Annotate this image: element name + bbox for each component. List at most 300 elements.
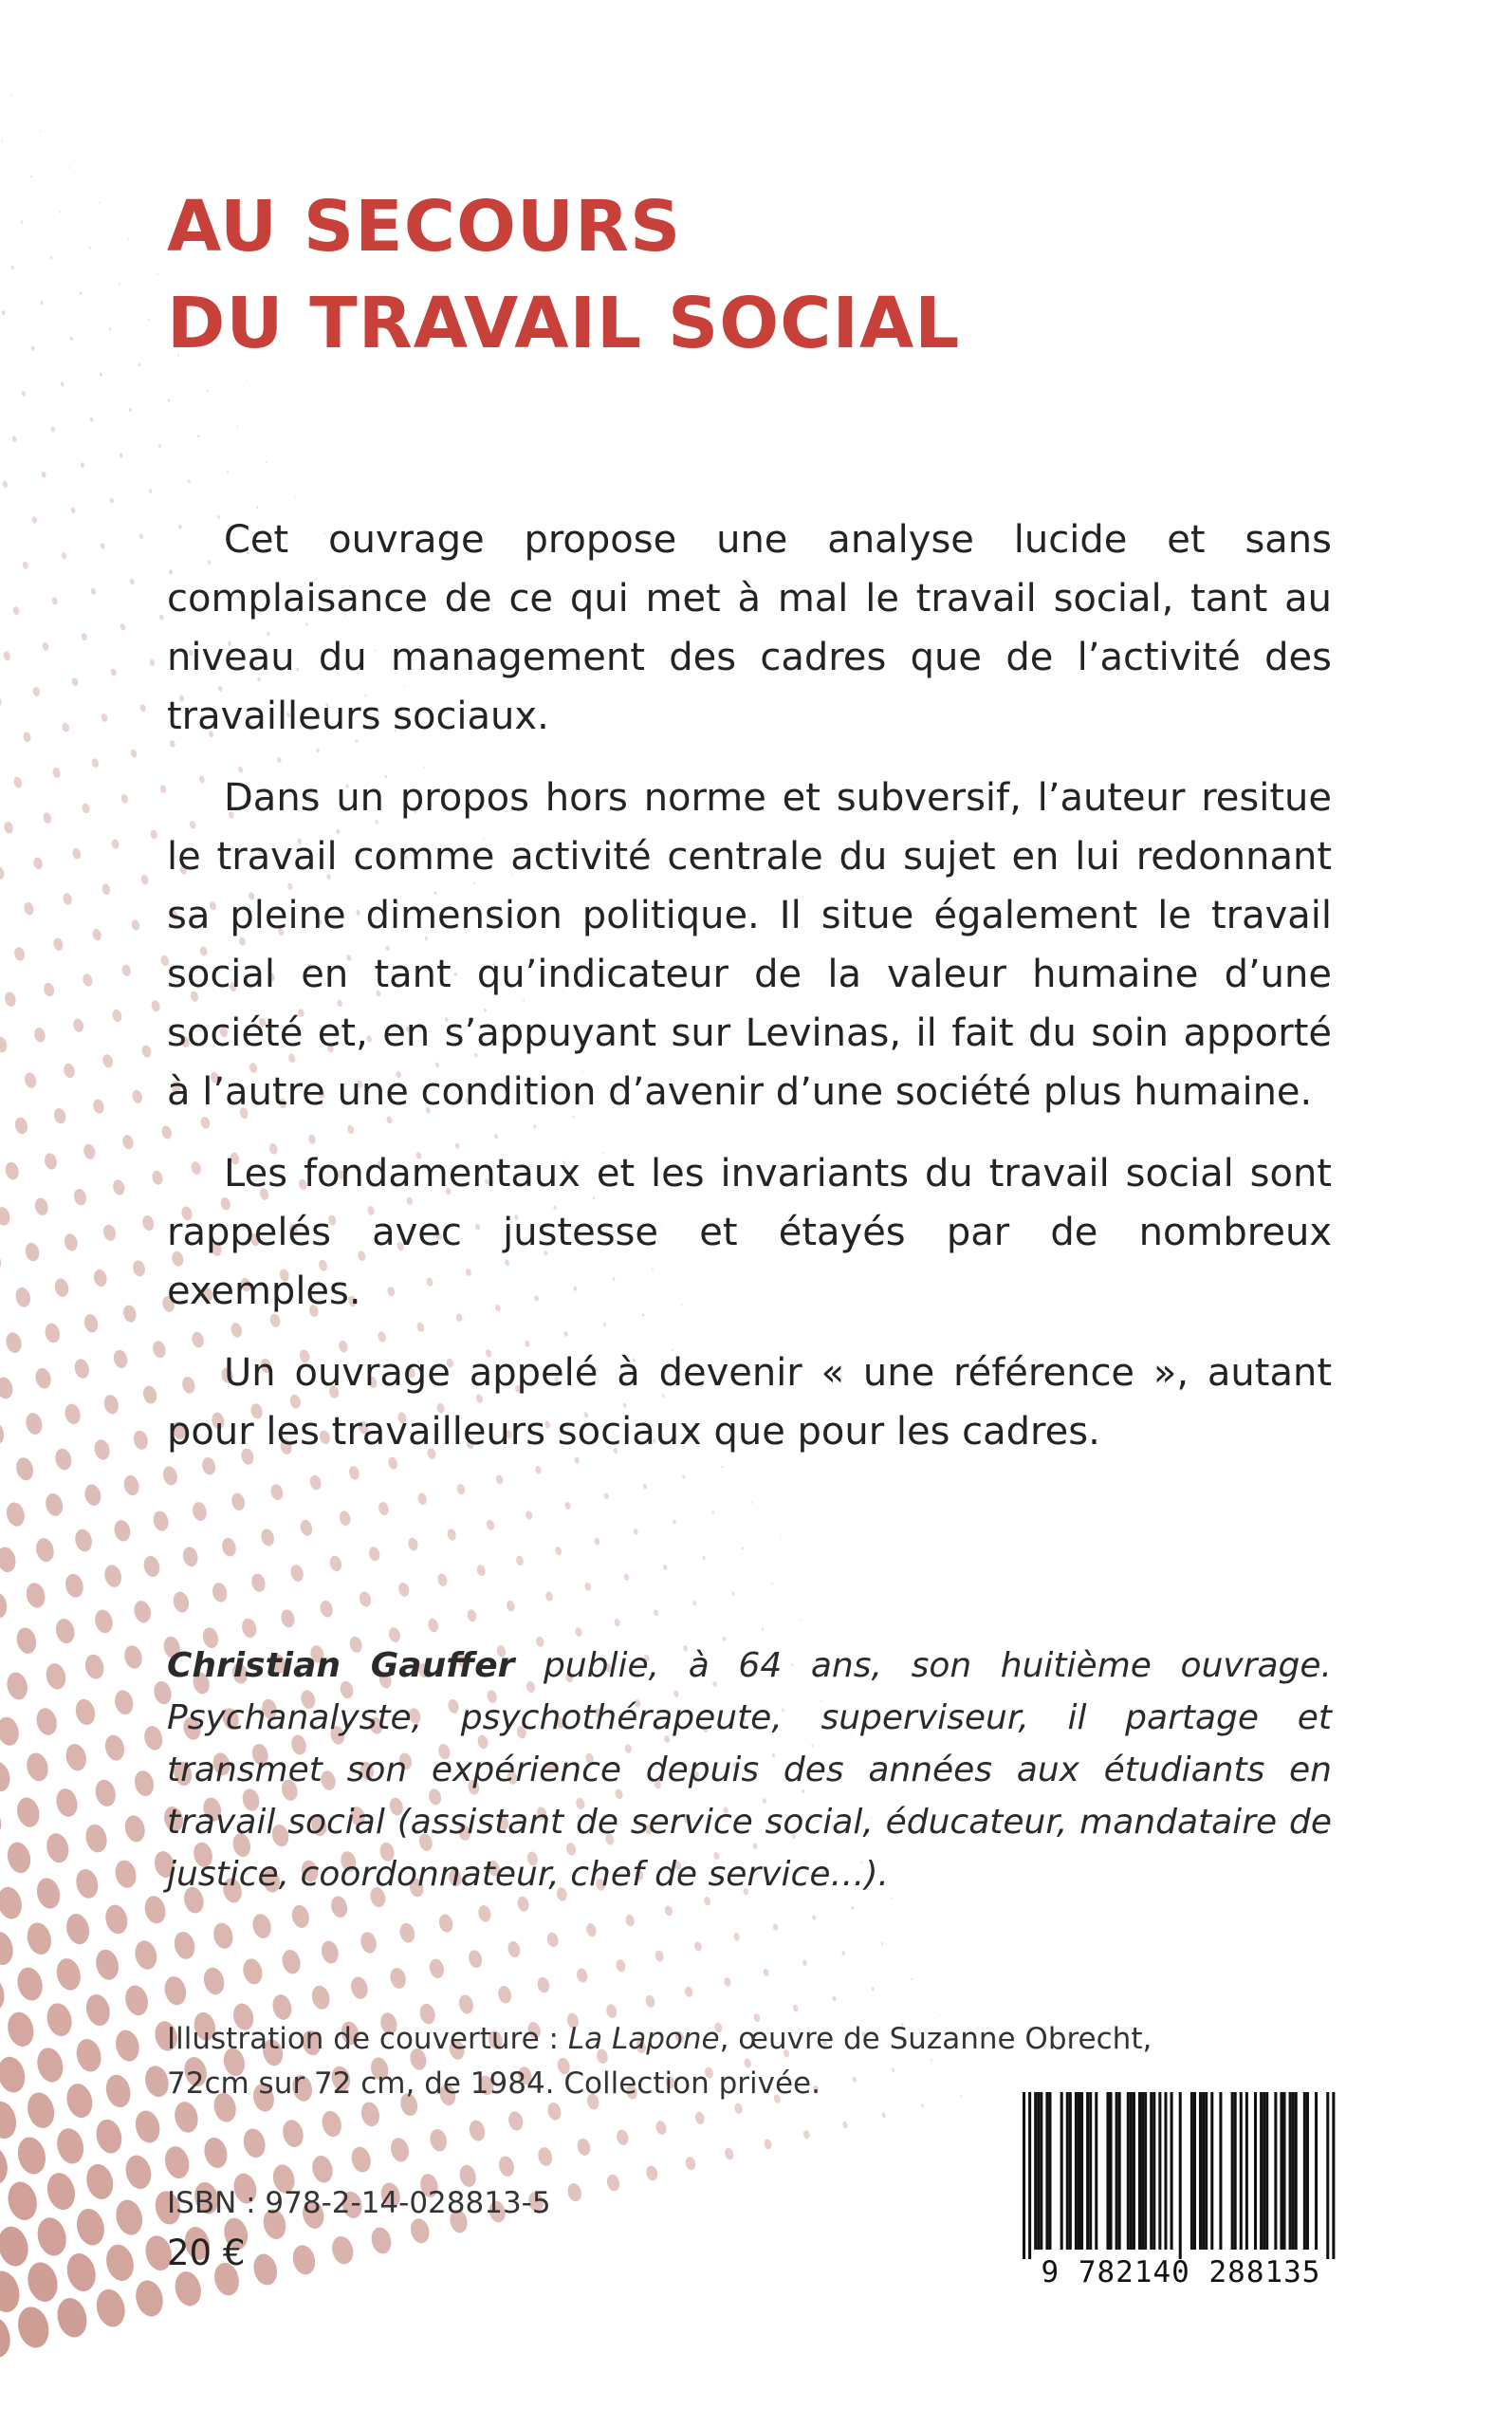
decorative-dot [44,1831,72,1865]
decorative-dot [230,1492,247,1511]
decorative-dot [0,1545,18,1574]
decorative-dot [72,1017,85,1032]
decorative-dot [90,587,97,595]
barcode-bar [1127,2092,1130,2250]
decorative-dot [603,1492,609,1500]
decorative-dot [71,677,79,687]
decorative-dot [3,821,14,835]
decorative-dot [428,2127,449,2153]
decorative-dot [911,1978,913,1981]
decorative-dot [260,1528,276,1547]
decorative-dot [702,1555,706,1560]
decorative-dot [319,1599,335,1618]
credit-work-title: La Lapone [567,2022,720,2056]
barcode-bar [1219,2092,1222,2250]
title-line-2: DU TRAVAIL SOCIAL [167,283,961,364]
decorative-dot [378,1501,390,1516]
barcode-bar [1234,2092,1237,2250]
decorative-dot [83,1822,109,1854]
decorative-dot [12,776,23,788]
decorative-dot [0,2313,14,2361]
decorative-dot [497,2155,516,2178]
decorative-dot [44,1492,65,1518]
decorative-dot [138,362,141,366]
decorative-dot [227,471,230,473]
decorative-dot [128,408,132,413]
decorative-dot [842,2121,849,2128]
barcode-bar [1164,2092,1167,2250]
decorative-dot [338,1510,352,1527]
barcode-bar [1303,2092,1306,2250]
barcode-bar [1060,2092,1063,2250]
barcode-bar [1138,2092,1141,2250]
barcode-bar [1075,2092,1078,2250]
decorative-dot [91,928,102,941]
decorative-dot [197,435,200,438]
decorative-dot [319,1939,341,1966]
decorative-dot [72,1188,87,1207]
decorative-dot [64,2251,100,2294]
decorative-dot [427,1618,440,1634]
decorative-dot [43,982,56,998]
decorative-dot [22,561,29,569]
barcode-bar [1306,2092,1309,2250]
barcode-bar [1210,2092,1213,2250]
decorative-dot [132,1429,150,1451]
decorative-dot [772,1923,779,1931]
decorative-dot [4,991,18,1008]
decorative-dot [0,1974,8,2013]
decorative-dot [130,749,138,758]
decorative-dot [566,2182,583,2203]
decorative-dot [771,1583,773,1585]
decorative-dot [0,1804,5,1840]
decorative-dot [44,2170,79,2213]
decorative-dot [138,533,143,539]
decorative-dot [0,2223,32,2270]
barcode-bar [1116,2092,1118,2250]
decorative-dot [14,1965,46,2004]
decorative-dot [73,1528,94,1553]
decorative-dot [40,130,42,132]
decorative-dot [112,1688,136,1716]
decorative-dot [60,211,63,213]
decorative-dot [328,1554,343,1572]
decorative-dot [141,1554,161,1579]
decorative-dot [29,176,32,178]
barcode-bar [1066,2092,1069,2250]
barcode-bar [1144,2092,1147,2250]
decorative-dot [60,381,65,387]
decorative-dot [132,1938,159,1972]
decorative-dot [151,1170,164,1186]
decorative-dot [309,2154,335,2185]
decorative-dot [30,345,35,351]
decorative-dot [4,1331,24,1355]
decorative-dot [34,2045,66,2085]
decorative-dot [168,398,171,402]
decorative-dot [148,318,150,321]
barcode-bar [1332,2092,1335,2259]
decorative-dot [120,964,132,977]
decorative-dot [711,1510,714,1514]
credit-line-2: 72cm sur 72 cm, de 1984. Collection privée. [167,2066,821,2101]
decorative-dot [256,506,259,509]
decorative-dot [93,1947,121,1982]
decorative-dot [564,1501,572,1510]
decorative-dot [112,1518,132,1543]
barcode-bar [1190,2092,1193,2250]
decorative-dot [24,1581,47,1609]
barcode-bar [1260,2092,1263,2250]
decorative-dot [1,310,6,316]
decorative-dot [119,283,121,286]
decorative-dot [53,2295,90,2341]
decorative-dot [83,2161,116,2202]
decorative-dot [83,1483,102,1508]
summary-paragraph-2: Dans un propos hors norme et subversif, l’auteur resitue le travail comme activité centrale du sujet en lui redonnant sa pleine dimension politique. Il situe également le travail social en tant qu’indicateur de la valeur humaine d’une société et, en s’appuyant sur Levinas, il fait du soin apporté à l’autre une condition d’avenir d’une société plus humaine. [167,776,1332,1114]
decorative-dot [73,1358,91,1381]
barcode-bar [1089,2092,1092,2250]
decorative-dot [141,1384,158,1405]
decorative-dot [486,1519,495,1531]
decorative-dot [73,1867,101,1901]
decorative-dot [397,1921,416,1944]
decorative-dot [111,839,120,850]
decorative-dot [476,1564,487,1577]
decorative-dot [642,1484,647,1490]
decorative-dot [92,1098,105,1115]
decorative-dot [112,1348,129,1369]
decorative-dot [536,1976,551,1994]
decorative-dot [83,1313,100,1334]
decorative-dot [644,1994,655,2009]
decorative-dot [388,1966,408,1990]
barcode-bar [1263,2092,1265,2250]
decorative-dot [575,1967,588,1983]
barcode-bar [1240,2092,1243,2250]
decorative-dot [4,1500,27,1528]
decorative-dot [309,1984,332,2011]
decorative-dot [416,1492,428,1506]
decorative-dot [207,389,209,392]
decorative-dot [633,1529,638,1535]
decorative-dot [241,1956,266,1986]
decorative-dot [132,2277,166,2319]
decorative-dot [525,1510,533,1521]
decorative-dot [10,95,12,97]
decorative-dot [24,1241,42,1263]
decorative-dot [53,2125,87,2166]
decorative-dot [496,1985,513,2005]
decorative-dot [51,597,59,605]
decorative-dot [289,1903,311,1930]
decorative-dot [554,1546,562,1556]
decorative-dot [266,461,267,464]
title-line-1: AU SECOURS [167,186,682,268]
decorative-dot [614,1618,621,1627]
decorative-dot [139,704,147,713]
barcode-bar [1095,2092,1097,2250]
decorative-dot [388,2136,411,2163]
decorative-dot [369,2225,394,2255]
decorative-dot [0,1420,7,1447]
decorative-dot [122,1643,144,1670]
barcode-bar [1023,2092,1025,2259]
decorative-dot [73,2036,104,2074]
decorative-dot [694,2111,706,2125]
isbn: ISBN : 978-2-14-028813-5 [167,2186,551,2220]
decorative-dot [693,1941,703,1953]
decorative-dot [69,337,73,342]
barcode-bar [1280,2092,1282,2250]
decorative-dot [93,2117,125,2156]
decorative-dot [724,2147,735,2160]
decorative-dot [102,1733,127,1762]
decorative-dot [120,793,129,804]
decorative-dot [109,327,112,331]
decorative-dot [544,1591,554,1603]
decorative-dot [119,453,122,457]
decorative-dot [13,946,27,962]
decorative-dot [763,1968,770,1976]
decorative-dot [437,1913,454,1934]
decorative-dot [121,1134,135,1150]
barcode-bar [1326,2092,1329,2259]
price: 20 € [167,2233,246,2273]
decorative-dot [21,391,26,398]
barcode-bar [1048,2092,1051,2250]
decorative-dot [0,2054,28,2096]
decorative-dot [349,2145,374,2175]
decorative-dot [24,2259,62,2305]
decorative-dot [615,1958,627,1974]
decorative-dot [0,1714,22,1748]
credit-line-1 [167,2017,1210,2062]
decorative-dot [32,686,41,696]
decorative-dot [150,999,160,1012]
decorative-dot [24,1751,50,1784]
decorative-dot [801,1619,802,1621]
decorative-dot [4,1160,21,1181]
decorative-dot [246,380,248,382]
decorative-dot [763,2139,772,2150]
decorative-dot [61,551,67,559]
decorative-dot [93,1608,116,1636]
decorative-dot [34,1876,64,1912]
decorative-dot [34,1706,60,1737]
decorative-dot [102,1902,130,1936]
decorative-dot [40,301,44,306]
decorative-dot [113,1858,139,1890]
barcode-bar [1205,2092,1208,2250]
decorative-dot [0,1590,9,1621]
decorative-dot [131,1089,143,1104]
decorative-dot [52,937,65,953]
barcode-bar [1110,2092,1113,2250]
credit-prefix: Illustration de couverture : [167,2022,568,2056]
decorative-dot [0,1929,16,1968]
decorative-dot [236,425,238,428]
decorative-dot [506,1600,516,1612]
decorative-dot [122,2153,155,2192]
decorative-dot [101,1223,117,1242]
decorative-dot [4,1670,29,1701]
decorative-dot [92,1268,108,1288]
decorative-dot [2,480,9,488]
decorative-dot [24,1411,45,1436]
decorative-dot [731,1591,735,1596]
decorative-dot [113,2197,146,2238]
decorative-dot [20,220,23,224]
decorative-dot [655,2120,668,2136]
summary-paragraph-1: Cet ouvrage propose une analyse lucide et sans complaisance de ce qui met à mal le travail social, tant au niveau du management des cadres que de l’activité des travailleurs sociaux. [167,518,1332,738]
decorative-dot [92,1438,111,1462]
decorative-dot [211,1581,230,1603]
decorative-dot [24,2089,58,2130]
barcode-bar [1133,2092,1135,2250]
decorative-dot [201,1965,227,1996]
decorative-dot [0,865,6,880]
decorative-dot [349,1975,370,2001]
decorative-dot [81,632,88,640]
decorative-dot [42,811,52,824]
decorative-dot [781,1538,783,1540]
decorative-dot [750,1502,752,1505]
decorative-dot [684,1986,694,1998]
decorative-dot [0,1035,9,1053]
decorative-dot [89,247,92,250]
decorative-dot [14,1455,36,1482]
decorative-dot [14,1795,43,1829]
barcode-bar [1265,2092,1268,2250]
decorative-dot [102,1393,120,1416]
decorative-dot [0,1759,13,1793]
summary-text [167,510,1332,1484]
decorative-dot [33,1027,47,1044]
decorative-dot [80,291,83,295]
decorative-dot [23,1071,38,1089]
decorative-dot [0,1635,1,1666]
barcode-bar [1037,2092,1040,2250]
decorative-dot [122,1473,141,1497]
decorative-dot [100,543,105,549]
decorative-dot [662,1565,668,1571]
decorative-dot [940,2014,942,2016]
decorative-dot [22,732,31,743]
decorative-dot [64,1742,89,1773]
decorative-dot [152,1510,171,1532]
decorative-dot [49,256,52,260]
decorative-dot [3,651,11,661]
decorative-dot [576,2137,592,2157]
decorative-dot [269,1483,285,1502]
decorative-dot [161,1974,189,2008]
barcode-bar [1078,2092,1080,2250]
decorative-dot [33,1536,56,1564]
decorative-dot [241,2126,268,2159]
decorative-dot [655,1950,665,1963]
decorative-dot [23,901,35,917]
decorative-dot [33,1366,53,1390]
decorative-dot [140,1045,153,1059]
barcode-bar [1152,2092,1155,2250]
decorative-dot [53,1787,80,1819]
decorative-dot [741,1547,744,1549]
decorative-dot [723,1976,731,1987]
decorative-dot [101,1053,115,1068]
decorative-dot [507,2110,525,2132]
decorative-dot [159,785,167,794]
decorative-dot [0,1251,3,1273]
barcode-bar [1028,2092,1031,2259]
decorative-dot [871,1987,875,1992]
decorative-dot [240,1617,258,1640]
decorative-dot [33,2214,69,2259]
decorative-dot [0,695,3,707]
decorative-dot [851,1906,855,1910]
decorative-dot [10,265,14,269]
barcode-bar [1130,2092,1133,2250]
decorative-dot [761,1627,764,1631]
decorative-dot [299,1519,314,1537]
decorative-dot [32,857,44,870]
decorative-dot [249,1572,267,1593]
decorative-dot [536,2146,554,2168]
decorative-dot [52,1107,67,1125]
decorative-dot [664,1905,673,1918]
decorative-dot [140,874,150,885]
decorative-dot [93,1777,119,1808]
decorative-dot [63,1063,77,1080]
decorative-dot [0,2188,3,2234]
decorative-dot [446,1528,457,1541]
decorative-dot [120,623,126,631]
decorative-dot [545,1931,560,1948]
decorative-dot [53,1955,83,1992]
decorative-dot [574,1626,582,1637]
decorative-dot [53,1617,77,1645]
decorative-dot [191,1501,209,1523]
decorative-dot [329,2234,356,2267]
barcode-bar [1069,2092,1072,2250]
decorative-dot [43,1152,58,1171]
barcode-bar [1289,2092,1292,2250]
decorative-dot [802,2130,811,2140]
decorative-dot [407,1537,419,1552]
barcode-bar [1141,2092,1144,2250]
decorative-dot [102,1563,123,1588]
barcode-bar [1202,2092,1205,2250]
decorative-dot [250,2251,280,2288]
decorative-dot [832,1995,837,2002]
decorative-dot [71,847,82,860]
decorative-dot [466,1608,477,1622]
decorative-dot [122,1813,148,1844]
summary-paragraph-3: Les fondamentaux et les invariants du travail social sont rappelés avec justesse et étayés par de nombreux exemples. [167,1152,1332,1313]
credit-suffix: , œuvre de Suzanne Obrecht, [719,2022,1152,2056]
decorative-dot [14,1625,39,1656]
decorative-dot [13,1286,32,1308]
decorative-dot [43,1322,62,1344]
decorative-dot [110,668,118,676]
barcode-bar [1292,2092,1295,2250]
decorative-dot [141,1214,156,1232]
barcode-bar [1080,2092,1083,2250]
decorative-dot [91,758,100,769]
decorative-dot [0,2099,20,2142]
decorative-dot [295,497,297,499]
